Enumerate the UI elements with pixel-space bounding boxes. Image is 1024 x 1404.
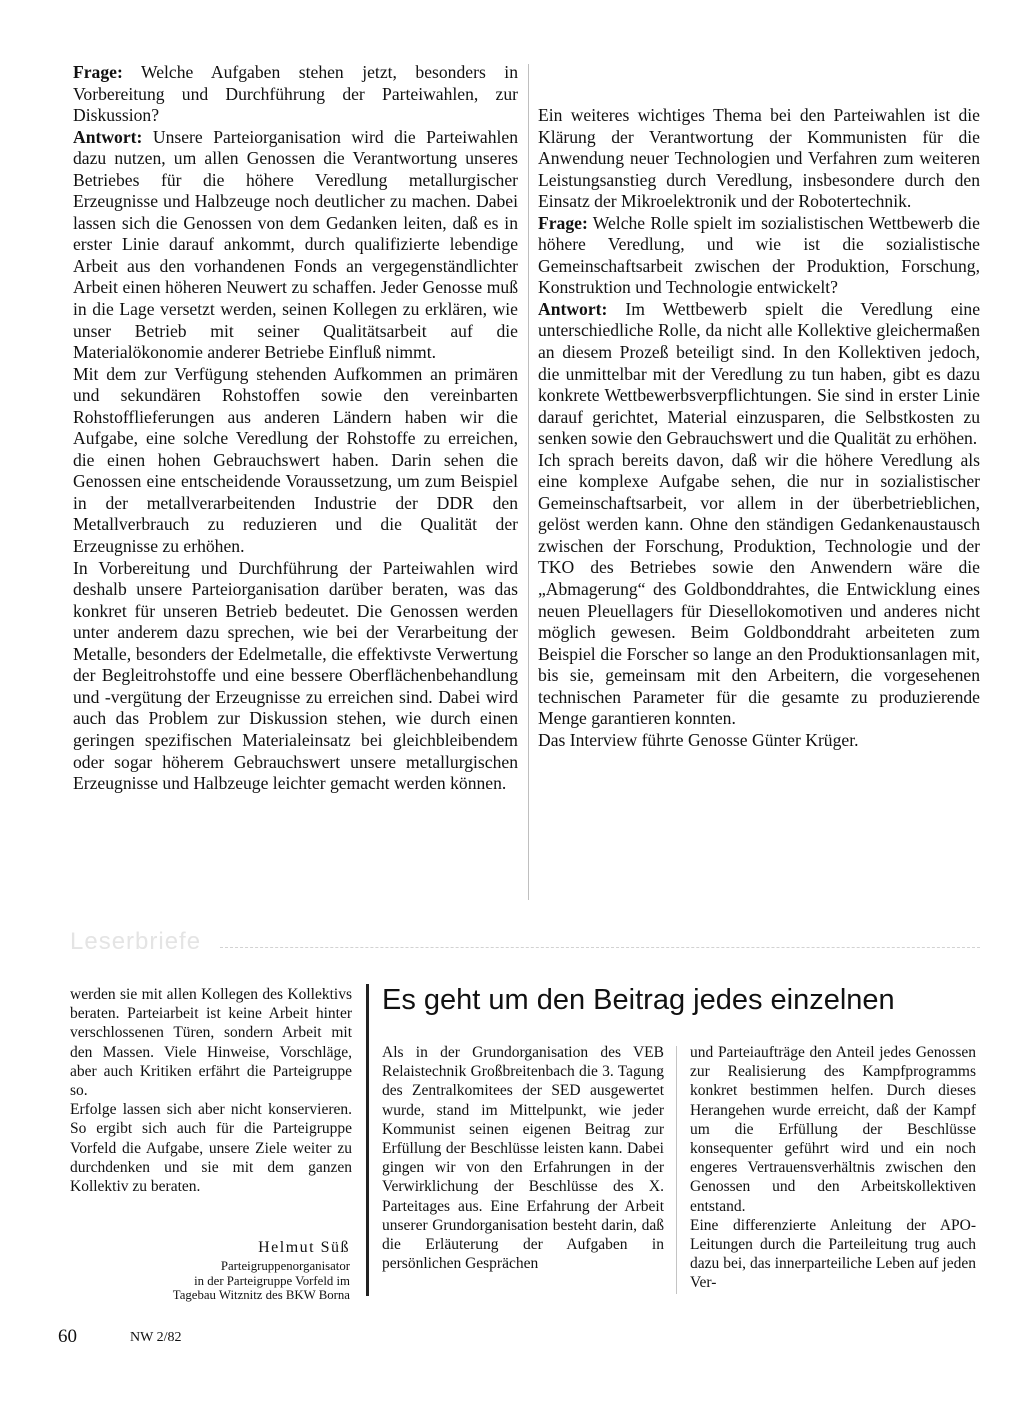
answer-1 bbox=[73, 127, 518, 364]
letter-column-middle bbox=[382, 1043, 664, 1273]
issue-label: NW 2/82 bbox=[130, 1330, 182, 1345]
interview-credit: Das Interview führte Genosse Günter Krüger. bbox=[538, 729, 859, 750]
author-name: Helmut Süß bbox=[258, 1239, 350, 1256]
paragraph: Mit dem zur Verfügung stehenden Aufkommen an primären und sekundären Rohstoffen sowie den vereinbarten Rohstofflieferungen aus anderen Ländern haben wir die Aufgabe, eine solche Veredlung der Rohstoffe zu erreichen, die einen hohen Gebrauchswert haben. Darin sehen die Genossen eine entscheidende Voraussetzung, um zum Beispiel in der metallverarbeitenden Industrie der DDR den Metallverbrauch zu reduzieren und die Qualität der Erzeugnisse zu erhöhen. bbox=[73, 363, 518, 557]
question-label: Frage: bbox=[538, 212, 588, 233]
interview-column-right bbox=[538, 62, 980, 751]
paragraph: Ein weiteres wichtiges Thema bei den Parteiwahlen ist die Klärung der Verantwortung der Kommunisten für die Anwendung neuer Technologien und Verfahren zum weiteren Leistungsanstieg durch Veredlung, insbesondere durch den Einsatz der Mikroelektronik und der Robotertechnik. bbox=[538, 105, 980, 212]
column-divider bbox=[676, 1046, 677, 1294]
author-role bbox=[70, 1259, 350, 1303]
author-role-line: Parteigruppenorganisator bbox=[220, 1259, 350, 1273]
letter-column-right bbox=[690, 1043, 976, 1293]
author-role-line: in der Parteigruppe Vorfeld im bbox=[194, 1273, 350, 1288]
letter-column-left bbox=[70, 985, 352, 1196]
question-label: Frage: bbox=[73, 62, 123, 82]
question-text: Welche Rolle spielt im sozialistischen Wettbewerb die höhere Veredlung, und wie ist die sozialistische Gemeinschaftsarbeit zwischen der Produktion, Forschung, Konstruktion und Technologie entwickelt? bbox=[538, 212, 980, 298]
paragraph: werden sie mit allen Kollegen des Kollektivs beraten. Parteiarbeit ist keine Arbeit hinter verschlossenen Türen, sondern Arbeit mit den Massen. Viele Hinweise, Vorschläge, aber auch Kritiken erfährt die Parteigruppe so. bbox=[70, 986, 352, 1100]
letter-separator-bar bbox=[366, 984, 369, 1296]
answer-text: Im Wettbewerb spielt die Veredlung eine unterschiedliche Rolle, da nicht alle Kollektive gleichermaßen an diesem Prozeß beteiligt sind. In den Kollektiven jedoch, die unmittelbar mit der Veredlung zu tun haben, gibt es dazu konkrete Wettbewerbsverpflichtungen. Sie sind in erster Linie darauf gerichtet, Material einzusparen, die Selbstkosten zu senken sowie den Gebrauchswert und die Qualität zu erhöhen. bbox=[538, 298, 980, 449]
section-label: Leserbriefe bbox=[70, 928, 202, 955]
section-divider bbox=[220, 947, 980, 948]
answer-2 bbox=[538, 299, 980, 450]
paragraph: und Parteiaufträge den Anteil jedes Genossen zur Realisierung des Kampfprogramms konkret bestimmen helfen. Durch dieses Herangehen wurde erreicht, daß der Kampf um die Erfüllung der Beschlüsse konsequenter geführt wird und ein noch engeres Vertrauensverhältnis zwischen den Genossen und den Arbeitskollektiven entstand. bbox=[690, 1044, 976, 1215]
question-2 bbox=[538, 213, 980, 299]
answer-label: Antwort: bbox=[538, 298, 608, 319]
answer-text: Unsere Parteiorganisation wird die Parteiwahlen dazu nutzen, um allen Genossen die Verantwortung unseres Betriebes für die höhere Veredlung metallurgischer Erzeugnisse und Halbzeuge noch deutlicher zu machen. Dabei lassen sich die Genossen von dem Gedanken leiten, daß es in erster Linie darauf ankommt, durch qualifizierte lebendige Arbeit aus den vorhandenen Fonds an vergegenständlichter Arbeit einen höheren Neuwert zu schaffen. Jeder Genosse muß in die Lage versetzt werden, seinen Kollegen zu erklären, wie unser Betrieb mit seiner Qualitätsarbeit auf die Materialökonomie anderer Betriebe Einfluß nimmt. bbox=[73, 126, 518, 363]
question-text: Welche Aufgaben stehen jetzt, besonders in Vorbereitung und Durchführung der Parteiwahlen, zur Diskussion? bbox=[73, 62, 518, 126]
page-number: 60 bbox=[58, 1326, 77, 1347]
paragraph: Erfolge lassen sich aber nicht konservieren. So ergibt sich auch für die Parteigruppe Vorfeld die Aufgabe, unsere Ziele weiter zu durchdenken und sie mit dem ganzen Kollektiv zu beraten. bbox=[70, 1101, 352, 1196]
letter-headline: Es geht um den Beitrag jedes einzelnen bbox=[382, 984, 895, 1016]
column-divider bbox=[528, 64, 529, 900]
answer-label: Antwort: bbox=[73, 126, 143, 147]
paragraph: Ich sprach bereits davon, daß wir die höhere Veredlung als eine komplexe Aufgabe sehen, die nur in sozialistischer Gemeinschaftsarbeit, vor allem in der überbetrieblichen, gelöst werden kann. Ohne den ständigen Gedankenaustausch zwischen der Forschung, Produktion, Technologie und der TKO des Betriebes sowie den Anwendern wäre die „Abmagerung“ des Goldbonddrahtes, die Entwicklung eines neuen Pleuellagers für Diesellokomotiven und anderes nicht möglich gewesen. Beim Goldbonddraht arbeiteten zum Beispiel die Forscher so lange an den Produktionsanlagen mit, bis sie, gemeinsam mit den Arbeitern, die vorgesehenen technischen Parameter für die gesamte zu produzierende Menge garantieren konnten. bbox=[538, 449, 980, 729]
paragraph: In Vorbereitung und Durchführung der Parteiwahlen wird deshalb unsere Parteiorganisation darüber beraten, was das konkret für unseren Betrieb bedeutet. Die Genossen werden unter anderem dazu sprechen, wie bei der Verarbeitung der Metalle, besonders der Edelmetalle, die effektivste Verwertung der Begleitrohstoffe und eine bessere Oberflächenbehandlung und -vergütung der Erzeugnisse zu erreichen sind. Dabei wird auch das Problem zur Diskussion stehen, wie durch einen geringen spezifischen Materialeinsatz bei gleichbleibendem oder sogar höherem Gebrauchswert unsere metallurgischen Erzeugnisse und Halbzeuge leichter gemacht werden können. bbox=[73, 557, 518, 794]
interview-column-left bbox=[73, 62, 518, 795]
author-role-line: Tagebau Witznitz des BKW Borna bbox=[172, 1288, 350, 1303]
paragraph: Eine differenzierte Anleitung der APO-Leitungen durch die Parteileitung trug auch dazu bei, das innerparteiliche Leben auf jeden Ver- bbox=[690, 1216, 976, 1292]
question-1 bbox=[73, 62, 518, 127]
paragraph: Als in der Grundorganisation des VEB Relaistechnik Großbreitenbach die 3. Tagung des Zentralkomitees der SED ausgewertet wurde, stand im Mittelpunkt, wie jeder Kommunist seinen eigenen Beitrag zur Erfüllung der Beschlüsse leisten kann. Dabei gingen wir von den Erfahrungen in der Verwirklichung der Beschlüsse des X. Parteitages aus. Eine Erfahrung der Arbeit unserer Grundorganisation besteht darin, daß die Erläuterung der Aufgaben in persönlichen Gesprächen bbox=[382, 1044, 664, 1273]
